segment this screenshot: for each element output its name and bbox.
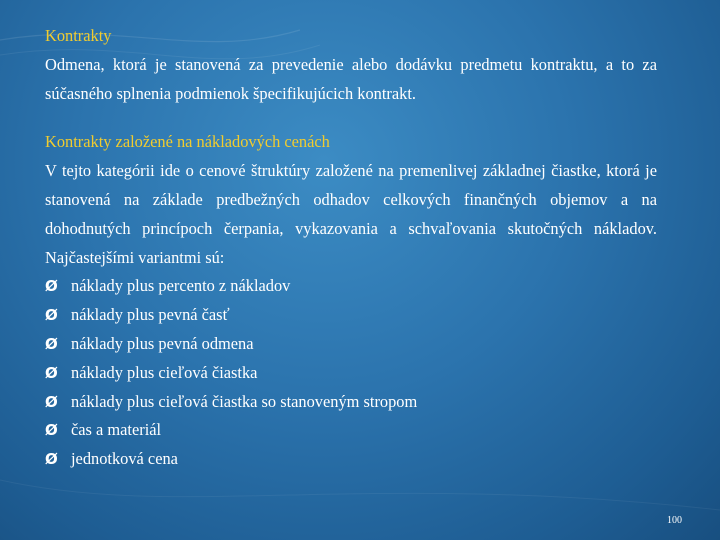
list-item-text: náklady plus cieľová čiastka so stanoveným stropom	[71, 391, 418, 411]
list-item-text: jednotková cena	[71, 449, 178, 469]
arrow-bullet-icon: Ø	[45, 277, 58, 296]
list-item	[45, 301, 657, 330]
list-item-text: náklady plus cieľová čiastka	[71, 362, 258, 382]
list-item-text: čas a materiál	[71, 420, 162, 440]
list-item	[45, 359, 657, 388]
list-item	[45, 388, 657, 417]
section-text-kontrakty: Odmena, ktorá je stanovená za prevedenie alebo dodávku predmetu kontraktu, a to za súčasného splnenia podmienok špecifikujúcich kontrakt.	[45, 54, 657, 103]
section-heading-cost-based: Kontrakty založené na nákladových cenách	[45, 132, 330, 152]
arrow-bullet-icon: Ø	[45, 334, 58, 353]
variant-list	[45, 272, 657, 474]
section-text-cost-based: V tejto kategórii ide o cenové štruktúry založené na premenlivej základnej čiastke, ktorá je stanovená na základe predbežných odhadov celkových finančných objemov a na dohodnutých princípoch čerpania, vykazovania a schvaľovania skutočných nákladov. Najčastejšími variantmi sú:	[45, 161, 657, 267]
arrow-bullet-icon: Ø	[45, 450, 58, 469]
page-number: 100	[667, 515, 682, 526]
arrow-bullet-icon: Ø	[45, 421, 58, 440]
list-item-text: náklady plus pevná časť	[71, 305, 230, 325]
slide-content	[45, 22, 657, 474]
arrow-bullet-icon: Ø	[45, 392, 58, 411]
arrow-bullet-icon: Ø	[45, 363, 58, 382]
list-item-text: náklady plus percento z nákladov	[71, 276, 291, 296]
arrow-bullet-icon: Ø	[45, 306, 58, 325]
list-item	[45, 416, 657, 445]
list-item-text: náklady plus pevná odmena	[71, 333, 254, 353]
list-item	[45, 330, 657, 359]
list-item	[45, 272, 657, 301]
list-item	[45, 445, 657, 474]
section-heading-kontrakty: Kontrakty	[45, 26, 112, 45]
